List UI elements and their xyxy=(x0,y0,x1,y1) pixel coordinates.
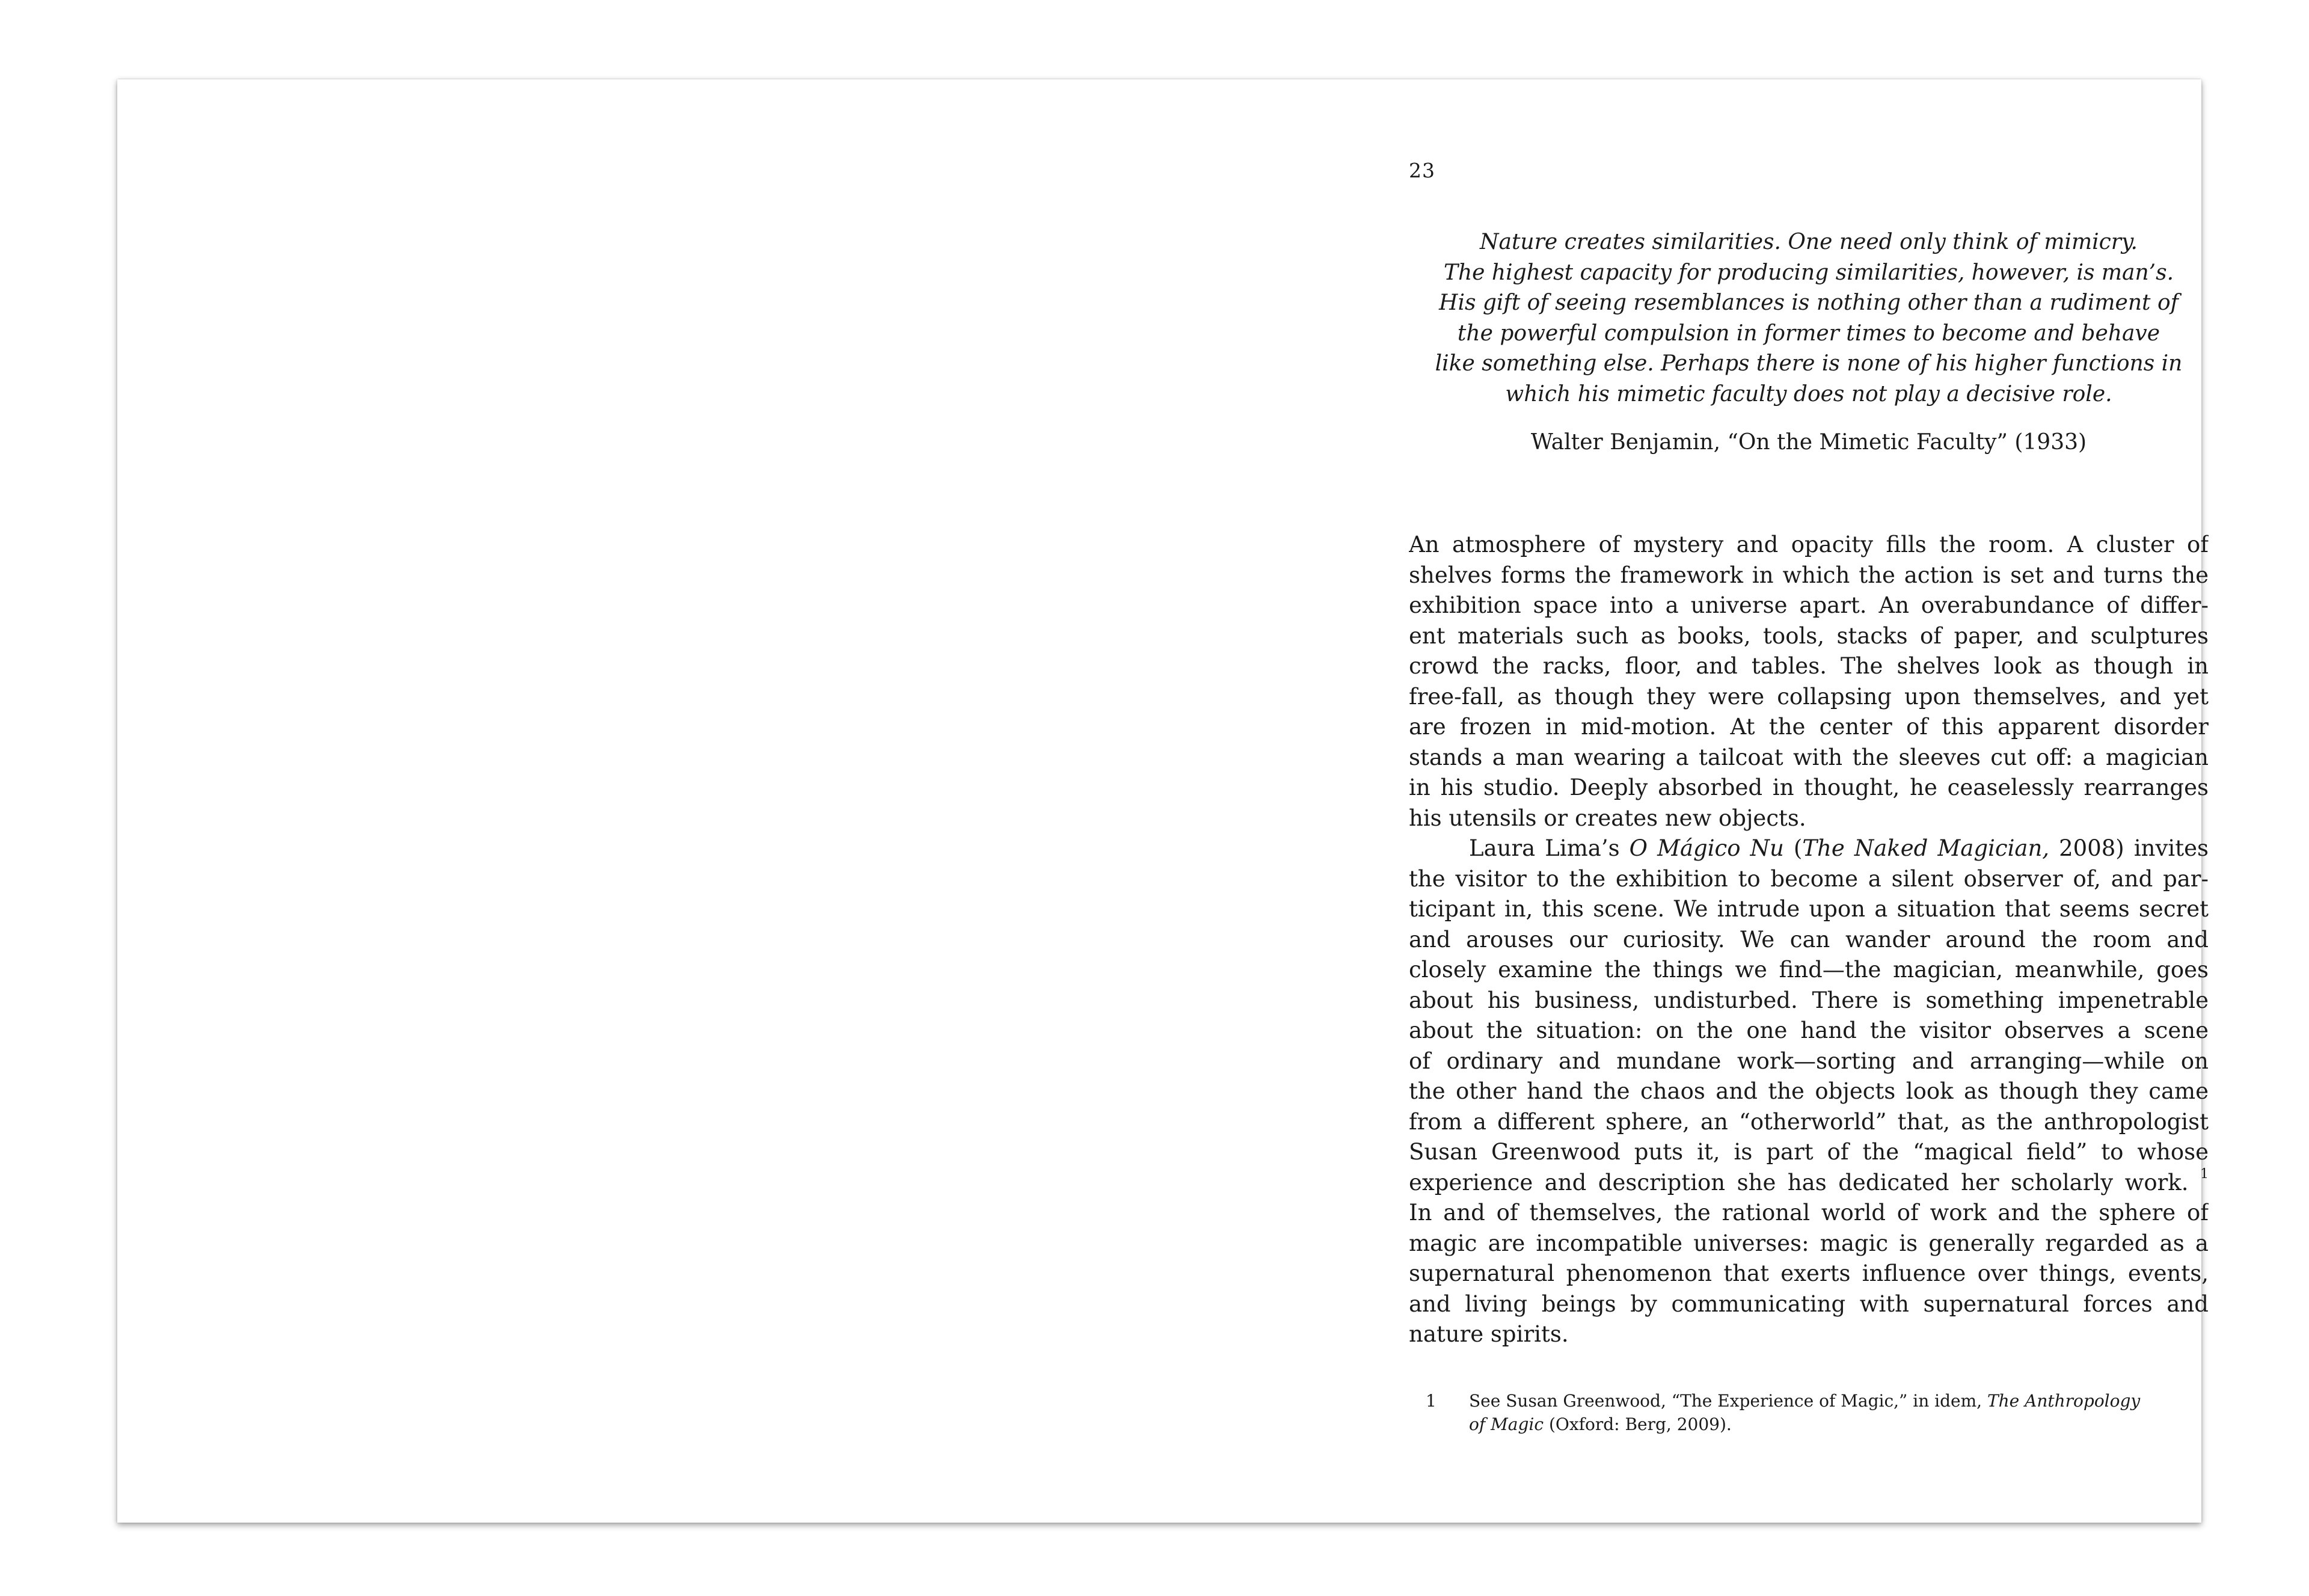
body-line: of ordinary and mundane work—sorting and arranging—while on xyxy=(1409,1048,2209,1074)
body-line: free-fall, as though they were collapsing upon themselves, and yet xyxy=(1409,683,2209,710)
epigraph xyxy=(1409,227,2209,458)
epigraph-line: The highest capacity for producing similarities, however, is man’s. xyxy=(1443,260,2174,285)
epigraph-line: His gift of seeing resemblances is nothing other than a rudiment of xyxy=(1439,290,2179,315)
body-line: supernatural phenomenon that exerts influence over things, events, xyxy=(1409,1260,2209,1286)
body-line: about the situation: on the one hand the visitor observes a scene xyxy=(1409,1017,2209,1043)
inline-text: ( xyxy=(1783,835,1803,861)
epigraph-line: like something else. Perhaps there is none of his higher functions in xyxy=(1435,351,2183,376)
body-line: In and of themselves, the rational world of work and the sphere of xyxy=(1409,1200,2209,1226)
body-line: Susan Greenwood puts it, is part of the “magical field” to whose xyxy=(1409,1139,2209,1165)
footnote-number: 1 xyxy=(1426,1391,1437,1411)
body-line: are frozen in mid-motion. At the center of this apparent disorder xyxy=(1409,714,2209,740)
body-line: An atmosphere of mystery and opacity fills the room. A cluster of xyxy=(1409,532,2209,557)
body-line-with-footnote xyxy=(1409,1168,2209,1199)
body-line: stands a man wearing a tailcoat with the sleeves cut off: a magician xyxy=(1409,744,2209,770)
body-line: his utensils or creates new objects. xyxy=(1409,805,1806,831)
inline-text: experience and description she has dedicated her scholarly work. xyxy=(1409,1169,2189,1195)
inline-text: (Oxford: Berg, 2009). xyxy=(1544,1414,1732,1434)
footnote-line xyxy=(1469,1389,2209,1413)
body-line: shelves forms the framework in which the action is set and turns the xyxy=(1409,562,2209,588)
body-line-paragraph-start xyxy=(1409,833,2209,864)
body-line: the other hand the chaos and the objects look as though they came xyxy=(1409,1078,2209,1104)
inline-text: Laura Lima’s xyxy=(1469,835,1630,861)
right-page xyxy=(1159,79,2209,1523)
epigraph-attribution: Walter Benjamin, “On the Mimetic Faculty” (1933) xyxy=(1530,430,2087,455)
epigraph-line: Nature creates similarities. One need only think of mimicry. xyxy=(1480,230,2138,254)
body-line: from a different sphere, an “otherworld” that, as the anthropologist xyxy=(1409,1108,2209,1135)
body-line: crowd the racks, floor, and tables. The shelves look as though in xyxy=(1409,653,2209,679)
body-line: exhibition space into a universe apart. An overabundance of differ- xyxy=(1409,592,2209,618)
body-text xyxy=(1409,530,2209,1350)
body-line: ent materials such as books, tools, stacks of paper, and sculptures xyxy=(1409,622,2209,649)
book-title: of Magic xyxy=(1469,1414,1544,1434)
book-spread xyxy=(117,79,2209,1523)
body-line: ticipant in, this scene. We intrude upon a situation that seems secret xyxy=(1409,896,2209,922)
body-line: nature spirits. xyxy=(1409,1321,1569,1347)
work-title: O Mágico Nu xyxy=(1629,835,1784,861)
body-line: closely examine the things we find—the magician, meanwhile, goes xyxy=(1409,957,2209,983)
translated-title: The Naked Magician, xyxy=(1802,835,2050,861)
page-number: 23 xyxy=(1409,159,1435,182)
body-line: magic are incompatible universes: magic is generally regarded as a xyxy=(1409,1230,2209,1256)
body-line: and living beings by communicating with supernatural forces and xyxy=(1409,1291,2209,1317)
body-line: and arouses our curiosity. We can wander around the room and xyxy=(1409,926,2209,953)
body-line: about his business, undisturbed. There is something impenetrable xyxy=(1409,987,2209,1013)
epigraph-line: which his mimetic faculty does not play a decisive role. xyxy=(1505,381,2112,407)
body-line: in his studio. Deeply absorbed in thought, he ceaselessly rearranges xyxy=(1409,775,2209,800)
inline-text: See Susan Greenwood, “The Experience of Magic,” in idem, xyxy=(1469,1391,1987,1411)
left-page-blank xyxy=(117,79,1159,1523)
footnote-text xyxy=(1469,1389,2209,1436)
inline-text: 2008) invites xyxy=(2049,835,2209,861)
epigraph-line: the powerful compulsion in former times to become and behave xyxy=(1457,321,2160,346)
epigraph-quote xyxy=(1409,227,2209,410)
footnote-marker[interactable]: 1 xyxy=(2200,1167,2209,1182)
body-line: the visitor to the exhibition to become a silent observer of, and par- xyxy=(1409,865,2209,892)
footnote-line xyxy=(1469,1413,2209,1436)
book-title: The Anthropology xyxy=(1987,1391,2141,1411)
footnote xyxy=(1409,1389,2209,1436)
